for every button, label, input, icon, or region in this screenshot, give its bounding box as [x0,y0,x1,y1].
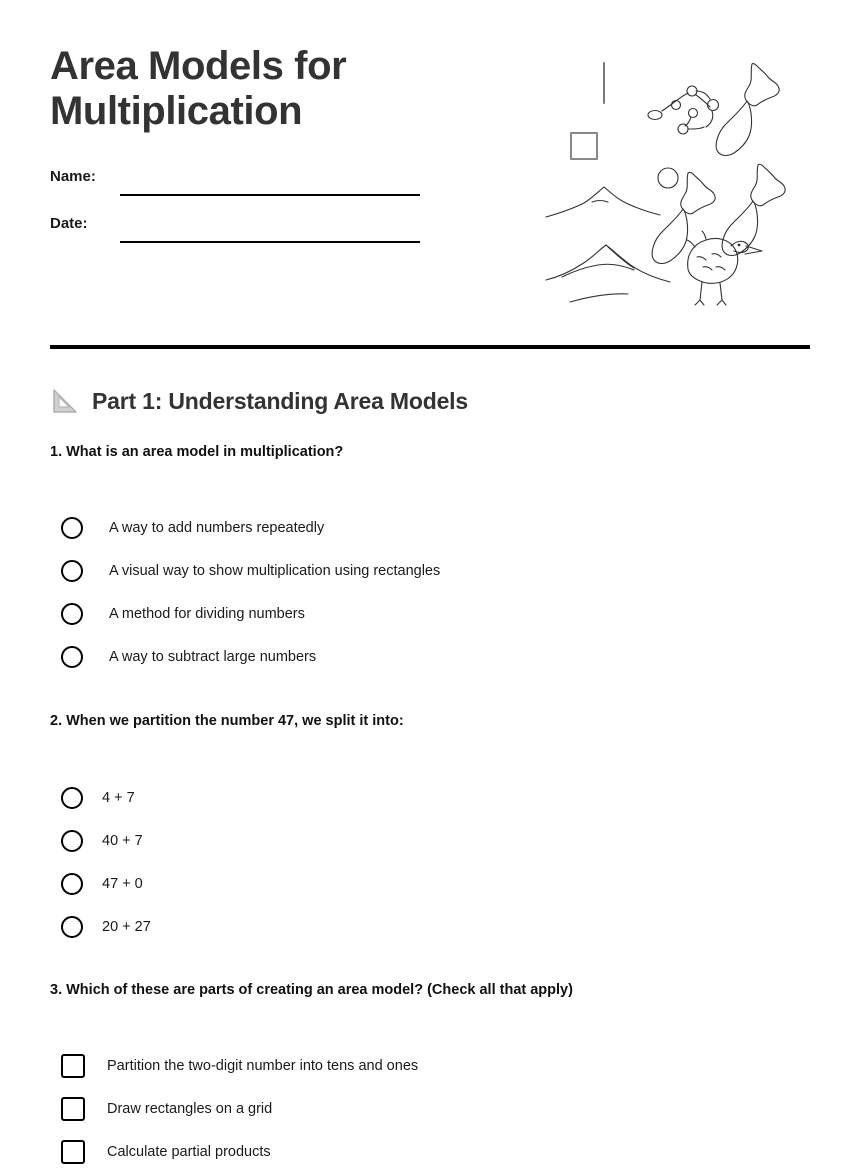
option-row[interactable] [50,862,830,905]
name-label: Name: [50,167,96,185]
radio-button-icon[interactable] [61,787,83,809]
option-label: Partition the two-digit number into tens and ones [107,1057,419,1074]
decorative-doodle-collage [540,55,812,317]
question-block-3 [50,982,830,1173]
page-title: Area Models for Multiplication [50,44,347,133]
option-row[interactable] [50,1130,830,1173]
section-title: Part 1: Understanding Area Models [92,387,468,414]
date-field-row [50,207,422,254]
student-fields [50,160,422,254]
option-label: A visual way to show multiplication using rectangles [109,562,441,579]
name-field-row [50,160,422,207]
checkbox-icon[interactable] [61,1054,85,1078]
option-row[interactable] [50,592,830,635]
kiwi-bird-doodle [687,231,762,305]
circle-doodle [658,168,678,188]
checkbox-icon[interactable] [61,1097,85,1121]
question-1-options [50,506,830,678]
option-label: A way to add numbers repeatedly [109,519,325,536]
question-block-1 [50,444,830,678]
option-row[interactable] [50,1044,830,1087]
question-3-options [50,1044,830,1173]
new-zealand-map-doodle-1 [716,64,779,156]
radio-button-icon[interactable] [61,646,83,668]
radio-button-icon[interactable] [61,916,83,938]
option-label: A method for dividing numbers [109,605,305,622]
square-outline-doodle [571,133,597,159]
set-square-ruler-icon [50,386,80,416]
option-row[interactable] [50,549,830,592]
date-input-line[interactable] [120,241,420,243]
option-label: Draw rectangles on a grid [107,1100,273,1117]
constellation-doodle [648,86,719,134]
radio-button-icon[interactable] [61,603,83,625]
option-label: 40 + 7 [102,832,143,849]
question-1-text: 1. What is an area model in multiplication? [50,444,344,460]
option-row[interactable] [50,776,830,819]
option-label: 4 + 7 [102,789,135,806]
question-3-text: 3. Which of these are parts of creating an area model? (Check all that apply) [50,982,573,998]
checkbox-icon[interactable] [61,1140,85,1164]
radio-button-icon[interactable] [61,560,83,582]
option-row[interactable] [50,506,830,549]
question-block-2 [50,713,830,948]
question-2-text: 2. When we partition the number 47, we split it into: [50,713,404,729]
question-2-options [50,776,830,948]
option-label: 47 + 0 [102,875,143,892]
option-row[interactable] [50,905,830,948]
mountain-range-doodle [546,187,660,217]
section-divider [50,345,810,349]
option-label: Calculate partial products [107,1143,271,1160]
option-label: 20 + 27 [102,918,151,935]
option-row[interactable] [50,819,830,862]
option-label: A way to subtract large numbers [109,648,317,665]
option-row[interactable] [50,1087,830,1130]
new-zealand-map-doodle-3 [722,164,785,255]
radio-button-icon[interactable] [61,830,83,852]
option-row[interactable] [50,635,830,678]
radio-button-icon[interactable] [61,517,83,539]
section-heading [50,386,468,416]
radio-button-icon[interactable] [61,873,83,895]
name-input-line[interactable] [120,194,420,196]
hills-landscape-doodle [546,245,670,302]
date-label: Date: [50,214,88,232]
